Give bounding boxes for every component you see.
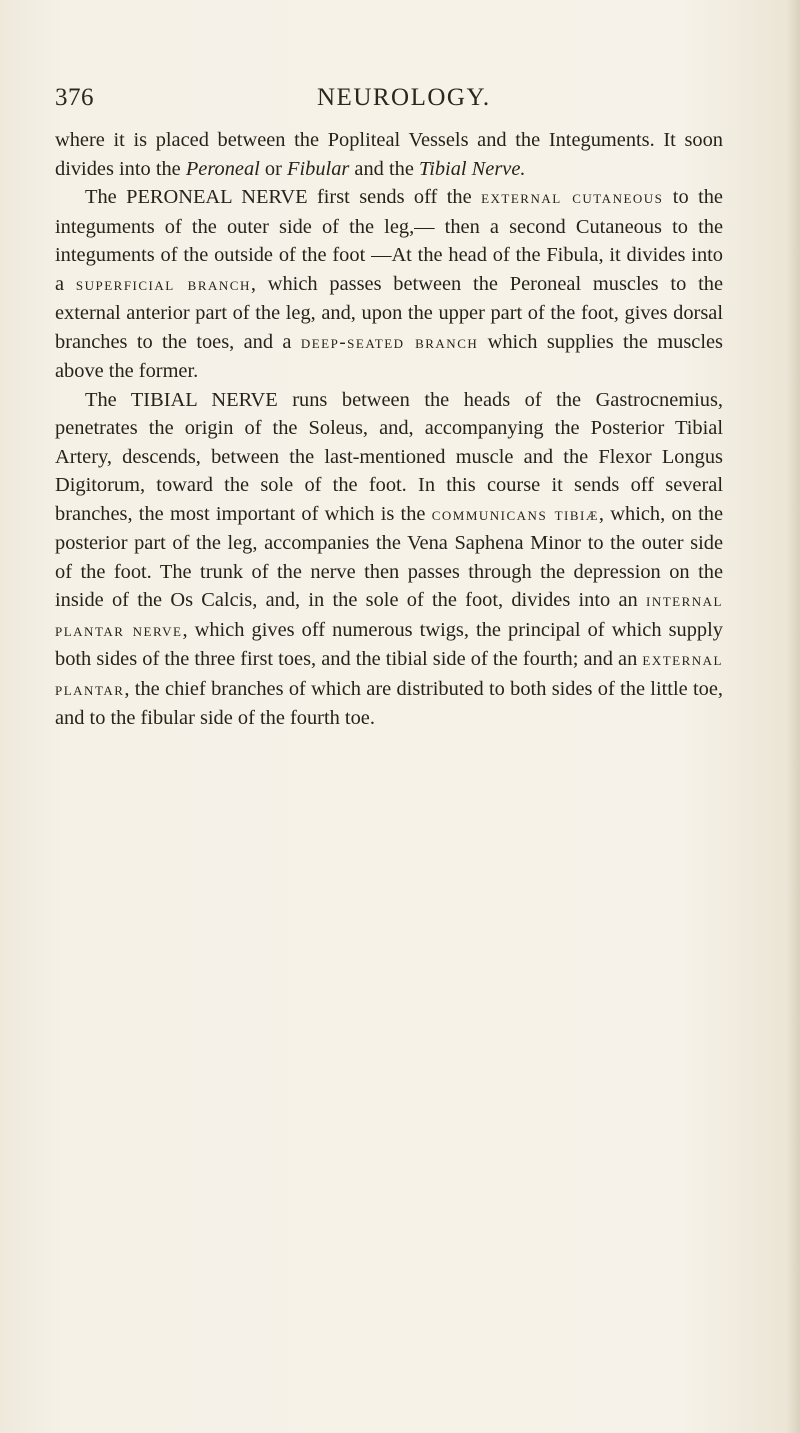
text-segment: , which gives off numerous twigs, the principal of which supply both sides of the three first toes, and the tibial side of the fourth; and an <box>55 618 723 670</box>
text-segment-italic: Fibular <box>287 157 350 180</box>
page-header <box>55 84 675 124</box>
text-segment: The TIBIAL NERVE runs between the heads of the Gastrocnemius, penetrates the origin of the Soleus, and, accompanying the Posterior Tibial Artery, descends, between the last-mentioned muscle and the Flexor Longus Digitorum, toward the sole of the foot. In this course it sends off several branches, the most important of which is the <box>55 388 723 525</box>
text-segment: to the integuments of the outer side of the leg,— then a second Cutaneous to the integuments of the outside of the foot —At the head of the Fibula, it divides into a <box>55 186 723 295</box>
text-segment-italic: Tibial Nerve. <box>418 157 526 180</box>
text-segment-smallcaps: deep-seated branch <box>300 331 479 353</box>
text-segment-italic: Peroneal <box>185 157 260 180</box>
page-edge-shadow <box>786 0 800 1433</box>
paragraph-peroneal-nerve <box>55 183 723 386</box>
text-segment-smallcaps: superficial branch <box>75 273 251 295</box>
text-segment: , which passes between the Peroneal muscles to the external anterior part of the leg, and, upon the upper part of the foot, gives dorsal branches to the toes, and a <box>55 272 723 353</box>
running-head: NEUROLOGY. <box>317 84 491 111</box>
paragraph-tibial-nerve <box>55 386 723 733</box>
text-segment-smallcaps: internal plantar nerve <box>55 590 723 641</box>
text-segment-smallcaps: communicans tibiæ <box>431 503 599 525</box>
body-text <box>55 126 723 733</box>
text-segment: which supplies the muscles above the former. <box>55 330 723 382</box>
text-segment: The PERONEAL NERVE first sends off the <box>85 186 482 208</box>
text-segment-smallcaps: external cutaneous <box>481 187 664 208</box>
text-segment-smallcaps: external plantar <box>55 649 723 700</box>
paragraph-intro <box>55 126 723 183</box>
text-segment: where it is placed between the Popliteal Vessels and the Integuments. It soon divides into the <box>55 129 723 180</box>
text-segment: or <box>259 157 288 180</box>
text-segment: , the chief branches of which are distributed to both sides of the little toe, and to the fibular side of the fourth toe. <box>55 677 723 729</box>
text-segment: , which, on the posterior part of the leg, accompanies the Vena Saphena Minor to the outer side of the foot. The trunk of the nerve then passes through the depression on the inside of the Os Calcis, and, in the sole of the foot, divides into an <box>55 502 723 611</box>
text-segment: and the <box>349 157 419 180</box>
page-number: 376 <box>55 84 94 111</box>
